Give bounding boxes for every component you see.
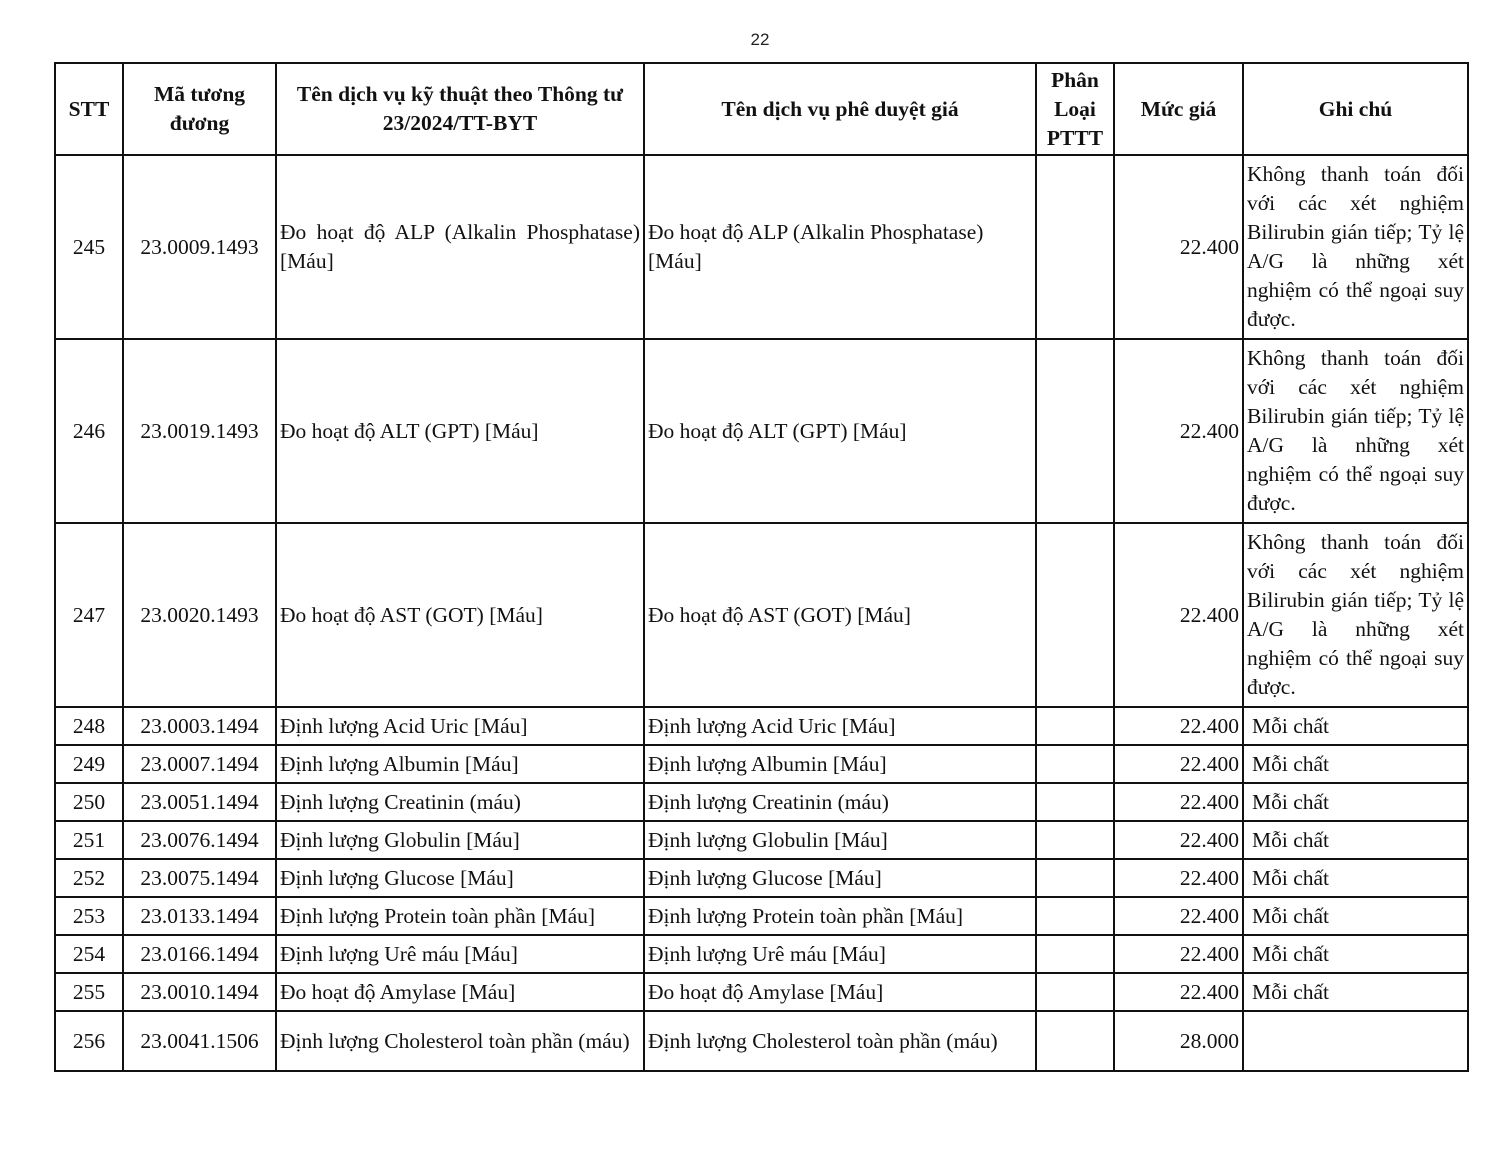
cell-code: 23.0007.1494	[123, 745, 276, 783]
cell-stt: 249	[55, 745, 123, 783]
header-code: Mã tương đương	[123, 63, 276, 155]
cell-tech-name: Định lượng Urê máu [Máu]	[276, 935, 644, 973]
cell-price: 22.400	[1114, 973, 1243, 1011]
cell-note: Mỗi chất	[1243, 897, 1468, 935]
cell-stt: 245	[55, 155, 123, 339]
cell-approved-name: Định lượng Creatinin (máu)	[644, 783, 1036, 821]
table-row	[55, 935, 1468, 973]
cell-price: 22.400	[1114, 155, 1243, 339]
cell-approved-name: Định lượng Glucose [Máu]	[644, 859, 1036, 897]
cell-stt: 248	[55, 707, 123, 745]
cell-tech-name: Định lượng Glucose [Máu]	[276, 859, 644, 897]
cell-price: 22.400	[1114, 821, 1243, 859]
cell-approved-name: Định lượng Cholesterol toàn phần (máu)	[644, 1011, 1036, 1071]
cell-note: Không thanh toán đối với các xét nghiệm Bilirubin gián tiếp; Tỷ lệ A/G là những xét nghiệm có thể ngoại suy được.	[1243, 339, 1468, 523]
cell-price: 22.400	[1114, 523, 1243, 707]
header-approved-name: Tên dịch vụ phê duyệt giá	[644, 63, 1036, 155]
page-number: 22	[750, 30, 770, 49]
cell-classification	[1036, 523, 1114, 707]
cell-note: Không thanh toán đối với các xét nghiệm Bilirubin gián tiếp; Tỷ lệ A/G là những xét nghiệm có thể ngoại suy được.	[1243, 155, 1468, 339]
cell-note: Mỗi chất	[1243, 783, 1468, 821]
cell-price: 22.400	[1114, 935, 1243, 973]
cell-price: 22.400	[1114, 339, 1243, 523]
cell-note: Mỗi chất	[1243, 745, 1468, 783]
cell-tech-name: Định lượng Albumin [Máu]	[276, 745, 644, 783]
cell-classification	[1036, 935, 1114, 973]
table-row	[55, 745, 1468, 783]
cell-classification	[1036, 859, 1114, 897]
cell-code: 23.0051.1494	[123, 783, 276, 821]
header-note: Ghi chú	[1243, 63, 1468, 155]
header-classification: Phân Loại PTTT	[1036, 63, 1114, 155]
cell-price: 22.400	[1114, 897, 1243, 935]
cell-approved-name: Đo hoạt độ ALP (Alkalin Phosphatase) [Máu]	[644, 155, 1036, 339]
cell-classification	[1036, 707, 1114, 745]
header-price: Mức giá	[1114, 63, 1243, 155]
cell-code: 23.0075.1494	[123, 859, 276, 897]
cell-stt: 252	[55, 859, 123, 897]
cell-code: 23.0041.1506	[123, 1011, 276, 1071]
table-header-row	[55, 63, 1468, 155]
cell-stt: 247	[55, 523, 123, 707]
table-row	[55, 821, 1468, 859]
table-row	[55, 707, 1468, 745]
cell-approved-name: Định lượng Protein toàn phần [Máu]	[644, 897, 1036, 935]
table-row	[55, 859, 1468, 897]
cell-note: Không thanh toán đối với các xét nghiệm Bilirubin gián tiếp; Tỷ lệ A/G là những xét nghiệm có thể ngoại suy được.	[1243, 523, 1468, 707]
cell-code: 23.0020.1493	[123, 523, 276, 707]
cell-classification	[1036, 897, 1114, 935]
cell-code: 23.0009.1493	[123, 155, 276, 339]
cell-tech-name: Đo hoạt độ AST (GOT) [Máu]	[276, 523, 644, 707]
cell-stt: 256	[55, 1011, 123, 1071]
table-row	[55, 339, 1468, 523]
cell-code: 23.0166.1494	[123, 935, 276, 973]
cell-approved-name: Định lượng Urê máu [Máu]	[644, 935, 1036, 973]
cell-code: 23.0019.1493	[123, 339, 276, 523]
cell-note: Mỗi chất	[1243, 859, 1468, 897]
cell-approved-name: Định lượng Albumin [Máu]	[644, 745, 1036, 783]
table-row	[55, 973, 1468, 1011]
cell-approved-name: Đo hoạt độ ALT (GPT) [Máu]	[644, 339, 1036, 523]
cell-price: 22.400	[1114, 707, 1243, 745]
cell-code: 23.0133.1494	[123, 897, 276, 935]
header-tech-name: Tên dịch vụ kỹ thuật theo Thông tư 23/2024/TT-BYT	[276, 63, 644, 155]
cell-tech-name: Định lượng Protein toàn phần [Máu]	[276, 897, 644, 935]
cell-price: 22.400	[1114, 783, 1243, 821]
cell-classification	[1036, 783, 1114, 821]
cell-note	[1243, 1011, 1468, 1071]
cell-classification	[1036, 821, 1114, 859]
cell-tech-name: Đo hoạt độ Amylase [Máu]	[276, 973, 644, 1011]
cell-price: 22.400	[1114, 745, 1243, 783]
cell-code: 23.0003.1494	[123, 707, 276, 745]
cell-approved-name: Định lượng Globulin [Máu]	[644, 821, 1036, 859]
cell-tech-name: Định lượng Globulin [Máu]	[276, 821, 644, 859]
cell-approved-name: Đo hoạt độ Amylase [Máu]	[644, 973, 1036, 1011]
cell-tech-name: Định lượng Cholesterol toàn phần (máu)	[276, 1011, 644, 1071]
cell-approved-name: Đo hoạt độ AST (GOT) [Máu]	[644, 523, 1036, 707]
cell-tech-name: Định lượng Acid Uric [Máu]	[276, 707, 644, 745]
cell-note: Mỗi chất	[1243, 973, 1468, 1011]
service-price-table	[54, 62, 1469, 1072]
cell-price: 22.400	[1114, 859, 1243, 897]
cell-approved-name: Định lượng Acid Uric [Máu]	[644, 707, 1036, 745]
cell-classification	[1036, 155, 1114, 339]
cell-tech-name: Đo hoạt độ ALT (GPT) [Máu]	[276, 339, 644, 523]
cell-tech-name: Đo hoạt độ ALP (Alkalin Phosphatase) [Máu]	[276, 155, 644, 339]
cell-price: 28.000	[1114, 1011, 1243, 1071]
table-row	[55, 523, 1468, 707]
cell-code: 23.0010.1494	[123, 973, 276, 1011]
table-row	[55, 783, 1468, 821]
cell-stt: 255	[55, 973, 123, 1011]
cell-stt: 246	[55, 339, 123, 523]
cell-stt: 253	[55, 897, 123, 935]
table-row	[55, 897, 1468, 935]
cell-stt: 250	[55, 783, 123, 821]
cell-tech-name: Định lượng Creatinin (máu)	[276, 783, 644, 821]
table-row	[55, 155, 1468, 339]
header-stt: STT	[55, 63, 123, 155]
cell-classification	[1036, 339, 1114, 523]
cell-code: 23.0076.1494	[123, 821, 276, 859]
table-row	[55, 1011, 1468, 1071]
cell-stt: 254	[55, 935, 123, 973]
cell-note: Mỗi chất	[1243, 935, 1468, 973]
cell-stt: 251	[55, 821, 123, 859]
cell-classification	[1036, 1011, 1114, 1071]
cell-classification	[1036, 745, 1114, 783]
cell-note: Mỗi chất	[1243, 707, 1468, 745]
cell-note: Mỗi chất	[1243, 821, 1468, 859]
cell-classification	[1036, 973, 1114, 1011]
